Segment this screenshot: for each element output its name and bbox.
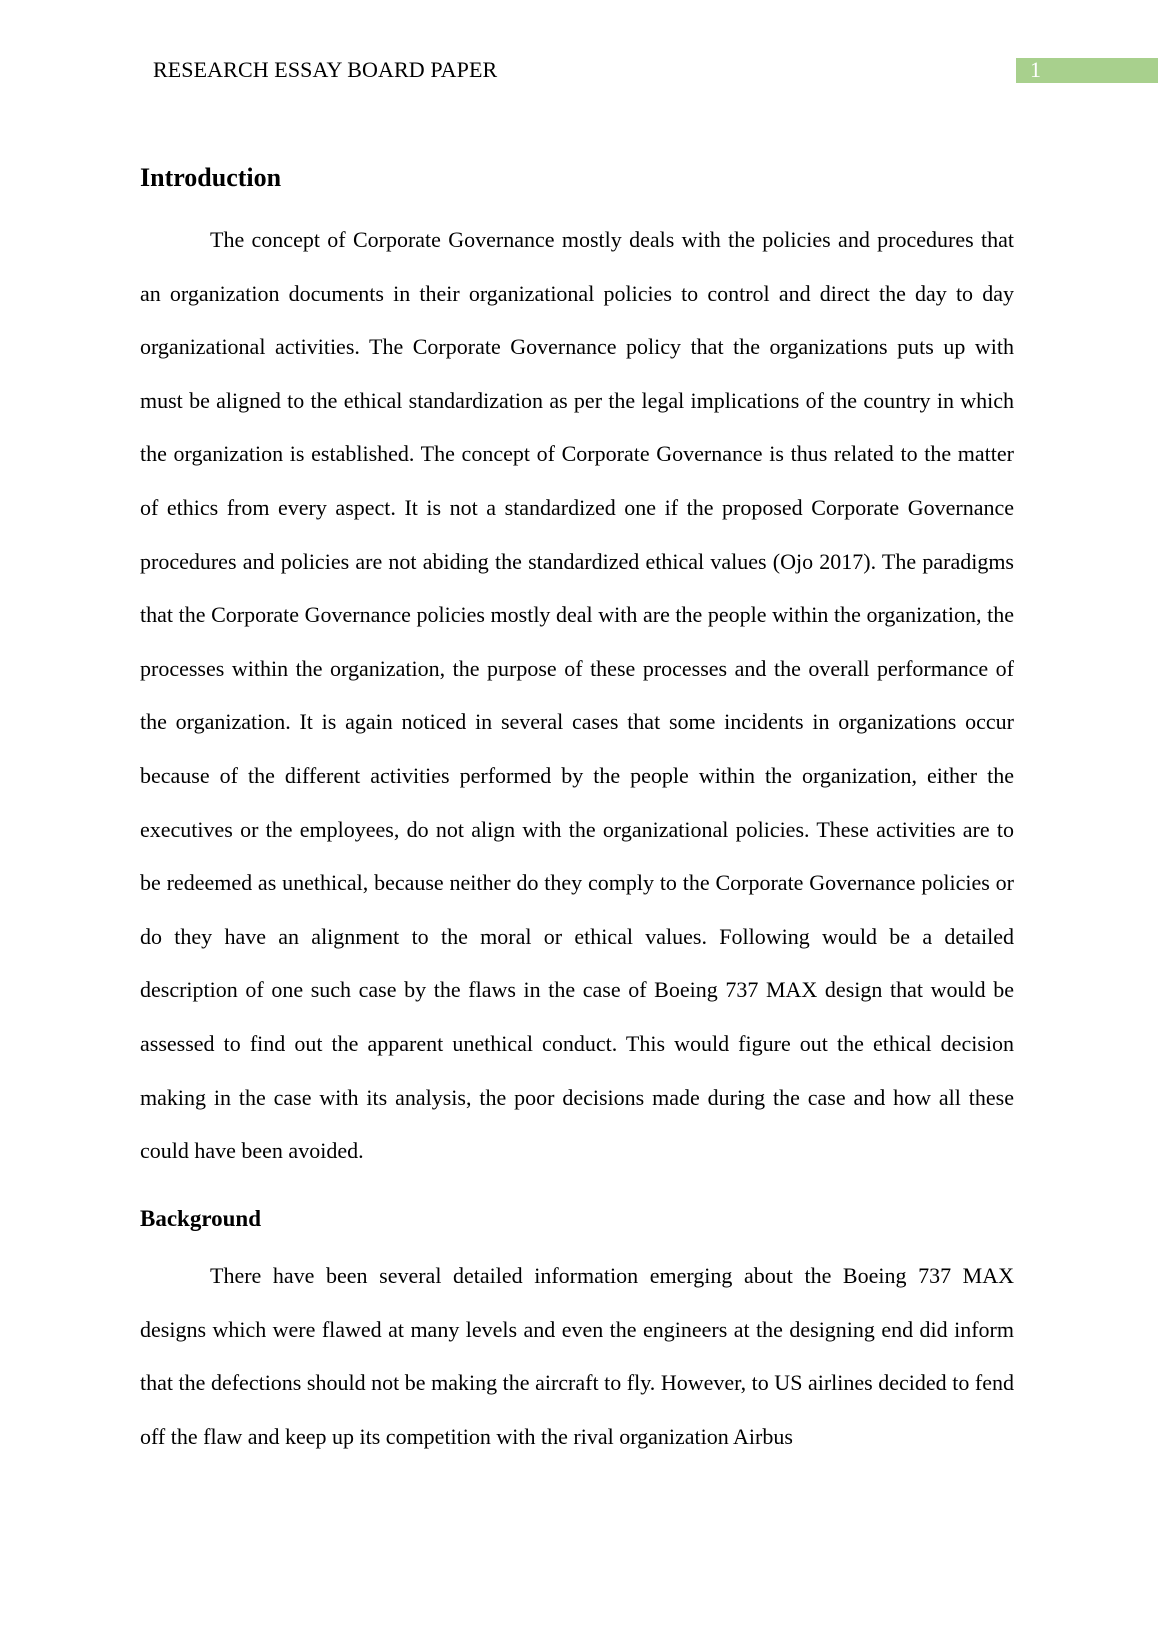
page-number-badge <box>1016 58 1158 83</box>
header-title: RESEARCH ESSAY BOARD PAPER <box>153 57 498 82</box>
section-heading-background: Background <box>140 1206 262 1231</box>
page-number: 1 <box>1030 57 1041 82</box>
section-heading-introduction: Introduction <box>140 163 282 192</box>
introduction-paragraph: The concept of Corporate Governance mostly deals with the policies and procedures that an organization documents in their organizational policies to control and direct the day to day organizational activities. The Corporate Governance policy that the organizations puts up with must be aligned to the ethical standardization as per the legal implications of the country in which the organization is established. The concept of Corporate Governance is thus related to the matter of ethics from every aspect. It is not a standardized one if the proposed Corporate Governance procedures and policies are not abiding the standardized ethical values (Ojo 2017). The paradigms that the Corporate Governance policies mostly deal with are the people within the organization, the processes within the organization, the purpose of these processes and the overall performance of the organization. It is again noticed in several cases that some incidents in organizations occur because of the different activities performed by the people within the organization, either the executives or the employees, do not align with the organizational policies. These activities are to be redeemed as unethical, because neither do they comply to the Corporate Governance policies or do they have an alignment to the moral or ethical values. Following would be a detailed description of one such case by the flaws in the case of Boeing 737 MAX design that would be assessed to find out the apparent unethical conduct. This would figure out the ethical decision making in the case with its analysis, the poor decisions made during the case and how all these could have been avoided. <box>140 227 1014 1164</box>
background-paragraph: There have been several detailed information emerging about the Boeing 737 MAX designs which were flawed at many levels and even the engineers at the designing end did inform that the defections should not be making the aircraft to fly. However, to US airlines decided to fend off the flaw and keep up its competition with the rival organization Airbus <box>140 1263 1014 1449</box>
